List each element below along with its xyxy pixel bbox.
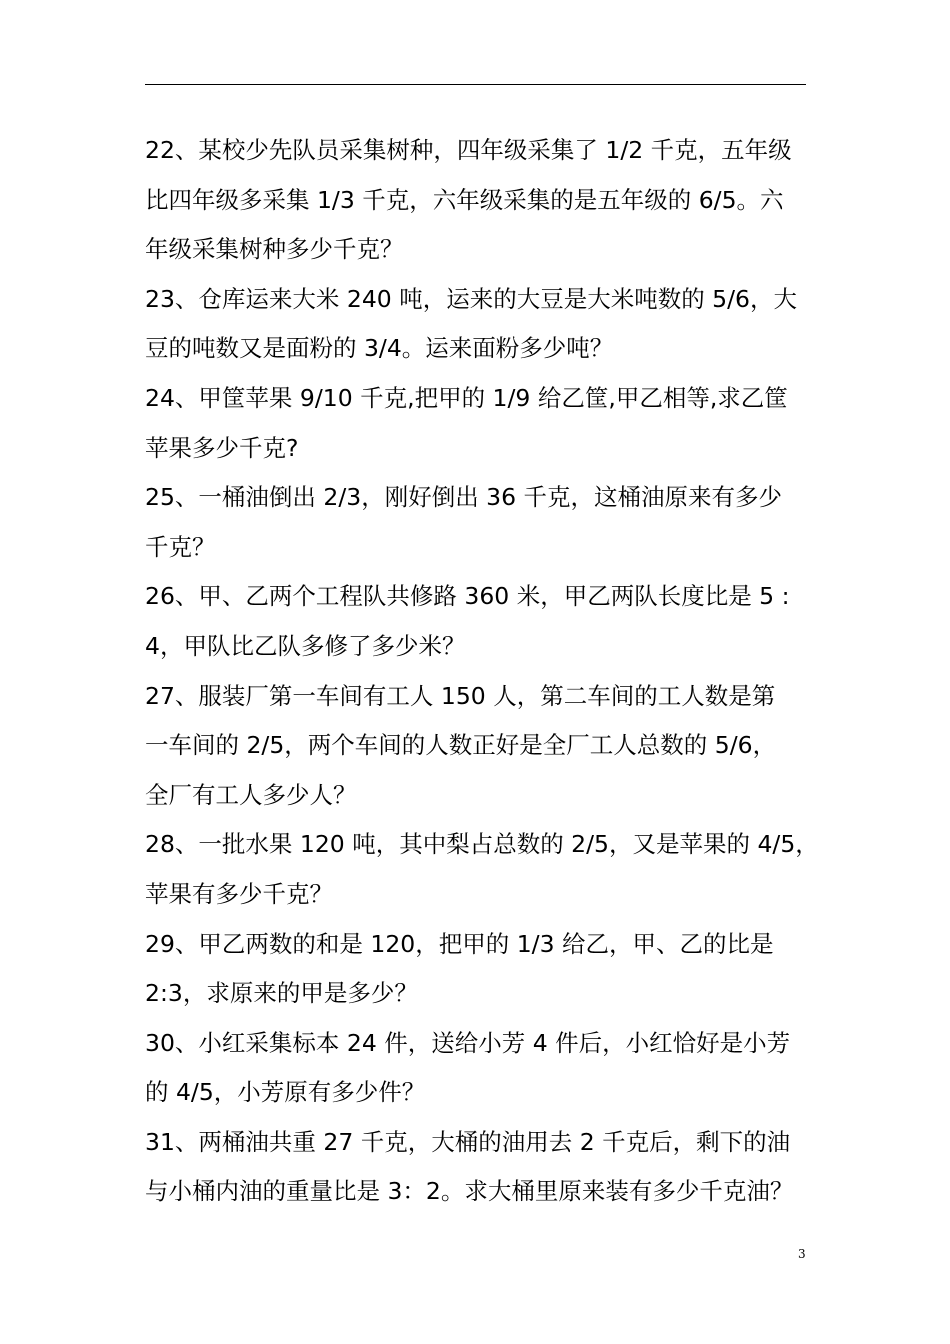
problem-line: 22、某校少先队员采集树种，四年级采集了 1/2 千克，五年级: [145, 136, 792, 164]
problem-line: 31、两桶油共重 27 千克，大桶的油用去 2 千克后，剩下的油: [145, 1127, 791, 1156]
problem-line: 24、甲筐苹果 9/10 千克,把甲的 1/9 给乙筐,甲乙相等,求乙筐: [145, 383, 788, 412]
problem-line: 25、一桶油倒出 2/3，刚好倒出 36 千克，这桶油原来有多少: [145, 483, 783, 512]
problem-26: [145, 572, 817, 671]
problem-line: 29、甲乙两数的和是 120，把甲的 1/3 给乙，甲、乙的比是: [145, 929, 774, 958]
problem-line: 全厂有工人多少人？: [145, 780, 357, 809]
header-rule: [145, 84, 806, 85]
page-number: 3: [798, 1247, 806, 1261]
problem-22: [145, 126, 817, 275]
problem-24: [145, 374, 817, 473]
problem-27: [145, 672, 817, 821]
problem-line: 2:3，求原来的甲是多少？: [145, 979, 418, 1008]
problem-line: 与小桶内油的重量比是 3：2。求大桶里原来装有多少千克油？: [145, 1177, 794, 1206]
problem-line: 4，甲队比乙队多修了多少米？: [145, 631, 466, 660]
problem-28: [145, 820, 817, 919]
problem-line: 27、服装厂第一车间有工人 150 人，第二车间的工人数是第: [145, 681, 776, 710]
problem-29: [145, 920, 817, 1019]
problem-line: 26、甲、乙两个工程队共修路 360 米，甲乙两队长度比是 5 :: [145, 582, 790, 611]
problem-line: 苹果有多少千克？: [145, 879, 333, 908]
problem-31: [145, 1118, 817, 1217]
problem-line: 28、一批水果 120 吨，其中梨占总数的 2/5，又是苹果的 4/5，: [145, 830, 819, 859]
problem-line: 23、仓库运来大米 240 吨，运来的大豆是大米吨数的 5/6，大: [145, 284, 797, 313]
problem-line: 豆的吨数又是面粉的 3/4。运来面粉多少吨？: [145, 334, 614, 363]
problem-line: 千克？: [145, 532, 216, 561]
problem-line: 30、小红采集标本 24 件，送给小芳 4 件后，小红恰好是小芳: [145, 1028, 791, 1057]
problem-25: [145, 473, 817, 572]
problem-30: [145, 1019, 817, 1118]
problem-list: [145, 126, 817, 1217]
problem-line: 一车间的 2/5，两个车间的人数正好是全厂工人总数的 5/6，: [145, 731, 777, 760]
problem-line: 苹果多少千克?: [145, 433, 299, 462]
problem-line: 年级采集树种多少千克？: [145, 235, 404, 264]
problem-line: 的 4/5，小芳原有多少件？: [145, 1078, 426, 1107]
problem-23: [145, 275, 817, 374]
problem-line: 比四年级多采集 1/3 千克，六年级采集的是五年级的 6/5。六: [145, 185, 784, 214]
